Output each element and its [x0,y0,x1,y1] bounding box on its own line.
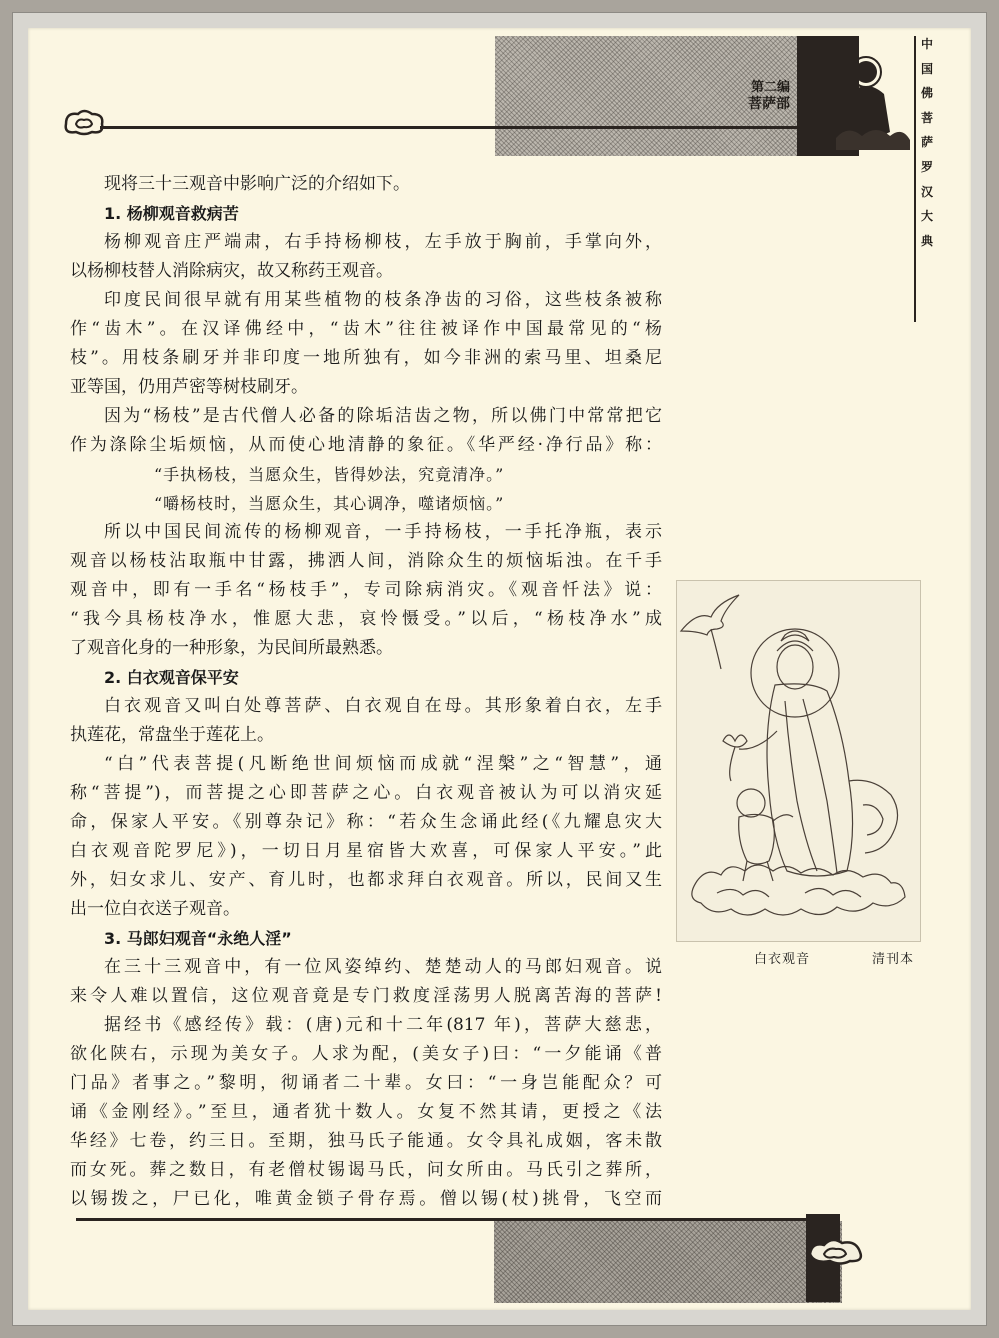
text-line: 作“齿木”。在汉译佛经中，“齿木”往往被译作中国最常见的“杨 [70,319,662,339]
text-line: 命，保家人平安。《别尊杂记》称：“若众生念诵此经(《九耀息灾大 [70,812,662,832]
side-title-char: 罗 [920,159,933,174]
text-line: 执莲花，常盘坐于莲花上。 [70,725,274,745]
footer-texture-band [494,1221,842,1303]
text-line: 枝”。用枝条刷牙并非印度一地所独有，如今非洲的索马里、坦桑尼 [70,348,662,368]
white-robed-guanyin-illustration [676,580,921,942]
section-label: 第二编 [750,80,790,95]
text-line: 所以中国民间流传的杨柳观音，一手持杨枝，一手托净瓶，表示 [104,522,662,542]
text-line: 白衣观音又叫白处尊菩萨、白衣观自在母。其形象着白衣，左手 [104,696,662,716]
section-heading [700,80,790,112]
text-line: 在三十三观音中，有一位风姿绰约、楚楚动人的马郎妇观音。说 [104,957,662,977]
text-line: 了观音化身的一种形象，为民间所最熟悉。 [70,638,393,658]
quote-line: “手执杨枝，当愿众生，皆得妙法，究竟清净。” [154,465,505,484]
side-title-char: 国 [920,61,933,76]
side-title-char: 佛 [920,86,933,101]
section-heading-2: 2. 白衣观音保平安 [104,668,239,687]
section-heading-3: 3. 马郎妇观音“永绝人淫” [104,929,292,948]
text-line: 亚等国，仍用芦密等树枝刷牙。 [70,377,308,397]
text-line: “我今具杨枝净水，惟愿大悲，哀怜慑受。”以后，“杨枝净水”成 [70,609,662,629]
article-body [70,170,662,1214]
text-line: 华经》七卷，约三日。至期，独马氏子能通。女令具礼成姻，客未散 [70,1131,662,1151]
text-line: 观音中，即有一手名“杨枝手”，专司除病消灾。《观音忏法》说： [70,580,662,600]
quote-line: “嚼杨枝时，当愿众生，其心调净，噬诸烦恼。” [154,494,505,513]
guanyin-drawing [677,581,920,941]
text-line: 因为“杨枝”是古代僧人必备的除垢洁齿之物，所以佛门中常常把它 [104,406,662,426]
caption-title: 白衣观音 [754,952,811,967]
side-title-char: 汉 [920,184,933,199]
bodhisattva-emblem-icon [836,54,910,150]
side-title-char: 菩 [920,110,933,125]
text-line: 门品》者事之。”黎明，彻诵者二十辈。女曰：“一身岂能配众？可 [70,1073,662,1093]
text-line: 作为涤除尘垢烦恼，从而使心地清静的象征。《华严经·净行品》称： [70,435,662,455]
intro-line: 现将三十三观音中影响广泛的介绍如下。 [104,174,410,194]
text-line: 白衣观音陀罗尼》)，一切日月星宿皆大欢喜，可保家人平安。”此 [70,841,662,861]
part-label: 菩萨部 [748,95,790,112]
text-line: 印度民间很早就有用某些植物的枝条净齿的习俗，这些枝条被称 [104,290,662,310]
caption-source: 清刊本 [872,952,915,967]
text-line: 出一位白衣送子观音。 [70,899,240,919]
text-line: “白”代表菩提(凡断绝世间烦恼而成就“涅槃”之“智慧”，通 [104,754,662,774]
text-line: 据经书《感经传》载：(唐)元和十二年(817 年)，菩萨大慈悲， [104,1015,662,1035]
side-title-char: 大 [920,209,933,224]
text-line: 称“菩提”)，而菩提之心即菩萨之心。白衣观音被认为可以消灾延 [70,783,662,803]
text-line: 杨柳观音庄严端肃，右手持杨柳枝，左手放于胸前，手掌向外， [104,232,662,252]
text-line: 欲化陕右，示现为美女子。人求为配，(美女子)曰：“一夕能诵《普 [70,1044,662,1064]
side-title-char: 典 [920,233,933,248]
text-line: 而女死。葬之数日，有老僧杖锡谒马氏，问女所由。马氏引之葬所， [70,1160,662,1180]
side-title-char: 萨 [920,135,933,150]
text-line: 观音以杨枝沾取瓶中甘露，拂洒人间，消除众生的烦恼垢浊。在千手 [70,551,662,571]
text-line: 以锡拨之，尸已化，唯黄金锁子骨存焉。僧以锡(杖)挑骨，飞空而 [70,1189,662,1209]
cloud-ornament-icon [62,108,106,136]
section-heading-1: 1. 杨柳观音救病苦 [104,204,239,223]
side-title-char: 中 [920,37,933,51]
text-line: 诵《金刚经》。”至旦，通者犹十数人。女复不然其请，更授之《法 [70,1102,662,1122]
text-line: 外，妇女求儿、安产、育儿时，也都求拜白衣观音。所以，民间又生 [70,870,662,890]
book-series-title [914,32,940,253]
footer-cloud-ornament-icon [806,1236,866,1266]
header-rule [100,126,840,129]
text-line: 以杨柳枝替人消除病灾，故又称药王观音。 [70,261,393,281]
text-line: 来令人难以置信，这位观音竟是专门救度淫荡男人脱离苦海的菩萨! [70,986,662,1006]
